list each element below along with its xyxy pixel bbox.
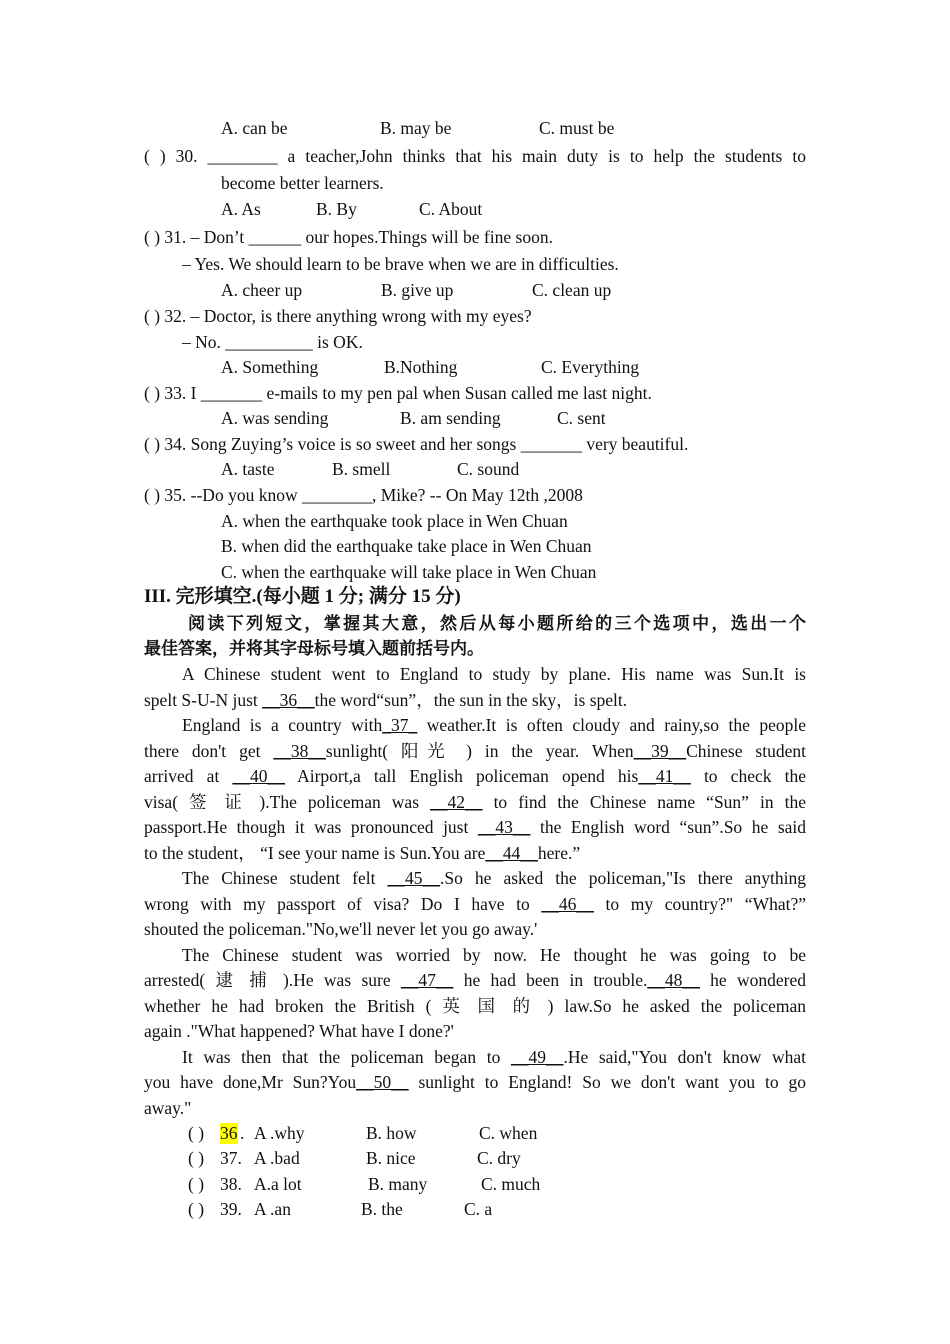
q30-stem-line2: become better learners. — [221, 173, 384, 193]
blank-49: __49__ — [510, 1047, 564, 1067]
blank-39: __39__ — [633, 741, 687, 761]
cloze-39-option-c: C. a — [464, 1199, 493, 1219]
cloze-37-option-b: B. nice — [366, 1148, 416, 1168]
passage-line: again ."What happened? What have I done?' — [144, 1021, 454, 1041]
passage-line: arrested( 逮 捕 ).He was sure __47__ he had been in trouble.__48__ he wondered — [144, 970, 806, 990]
q32-stem-line2: – No. __________ is OK. — [182, 332, 363, 352]
passage-line: The Chinese student felt __45__.So he asked the policeman,"Is there anything — [182, 868, 806, 888]
q34-option-b: B. smell — [332, 459, 391, 479]
blank-50: __50__ — [356, 1072, 409, 1092]
q33-option-a: A. was sending — [221, 408, 329, 428]
cloze-39-option-a: A .an — [254, 1199, 291, 1219]
blank-37: _37_ — [382, 715, 418, 735]
cloze-37-option-c: C. dry — [477, 1148, 521, 1168]
q33-stem: ( ) 33. I _______ e-mails to my pen pal when Susan called me last night. — [144, 383, 652, 403]
q31-stem-line2: – Yes. We should learn to be brave when we are in difficulties. — [182, 254, 619, 274]
q35-option-c: C. when the earthquake will take place in Wen Chuan — [221, 562, 597, 582]
blank-42: __42__ — [430, 792, 483, 812]
blank-44: __44__ — [485, 843, 538, 863]
cloze-36-option-b: B. how — [366, 1123, 417, 1143]
question-number-39: 39. — [220, 1199, 242, 1219]
passage-line: The Chinese student was worried by now. He thought he was going to be — [182, 945, 806, 965]
passage-line: England is a country with_37_ weather.It is often cloudy and rainy,so the people — [182, 715, 807, 735]
q29-option-a: A. can be — [221, 118, 288, 138]
passage-line: visa( 签 证 ).The policeman was __42__ to find the Chinese name “Sun” in the — [144, 792, 806, 812]
q33-option-c: C. sent — [557, 408, 606, 428]
cloze-38-option-a: A.a lot — [254, 1174, 302, 1194]
q32-stem-line1: ( ) 32. – Doctor, is there anything wrong with my eyes? — [144, 306, 532, 326]
q32-options — [221, 357, 821, 379]
q31-options — [221, 280, 821, 302]
q31-option-b: B. give up — [381, 280, 454, 300]
q33-options — [221, 408, 821, 430]
cloze-row-38: ( ) 38. A.a lot B. many C. much — [188, 1174, 541, 1194]
q33-option-b: B. am sending — [400, 408, 501, 428]
q34-option-a: A. taste — [221, 459, 275, 479]
q35-stem: ( ) 35. --Do you know ________, Mike? -- On May 12th ,2008 — [144, 485, 583, 505]
blank-38: __38__ — [273, 741, 326, 761]
blank-47: __47__ — [400, 970, 454, 990]
blank-40: __40__ — [232, 766, 285, 786]
blank-46: __46__ — [541, 894, 594, 914]
section-3-title: III. 完形填空.(每小题 1 分; 满分 15 分) — [144, 586, 461, 607]
passage-line: you have done,Mr Sun?You__50__ sunlight to England! So we don't want you to go — [144, 1072, 806, 1092]
q34-option-c: C. sound — [457, 459, 520, 479]
section-3-instruction-line2: 最佳答案，并将其字母标号填入题前括号内。 — [144, 639, 484, 658]
passage-line: to the student， “I see your name is Sun.You are__44__here.” — [144, 843, 581, 863]
blank-45: __45__ — [387, 868, 441, 888]
cloze-row-37: ( ) 37. A .bad B. nice C. dry — [188, 1148, 521, 1168]
q31-stem-line1: ( ) 31. – Don’t ______ our hopes.Things will be fine soon. — [144, 227, 553, 247]
cloze-36-option-a: A .why — [254, 1123, 305, 1143]
q30-option-c: C. About — [419, 199, 483, 219]
cloze-39-option-b: B. the — [361, 1199, 403, 1219]
section-3-instruction-line1: 阅读下列短文，掌握其大意，然后从每小题所给的三个选项中，选出一个 — [188, 614, 806, 633]
question-number-36: 36 — [220, 1123, 238, 1143]
q30-option-a: A. As — [221, 199, 261, 219]
cloze-38-option-b: B. many — [368, 1174, 428, 1194]
q34-stem: ( ) 34. Song Zuying’s voice is so sweet and her songs _______ very beautiful. — [144, 434, 689, 454]
passage-line: shouted the policeman."No,we'll never let you go away.' — [144, 919, 538, 939]
blank-36: __36__ — [262, 690, 315, 710]
passage-line: arrived at __40__ Airport,a tall English policeman opend his__41__ to check the — [144, 766, 806, 786]
q35-option-b: B. when did the earthquake take place in Wen Chuan — [221, 536, 592, 556]
cloze-37-option-a: A .bad — [254, 1148, 300, 1168]
q31-option-c: C. clean up — [532, 280, 612, 300]
passage-line: spelt S-U-N just __36__the word“sun”，the sun in the sky，is spelt. — [144, 690, 628, 710]
q32-option-b: B.Nothing — [384, 357, 458, 377]
q29-option-c: C. must be — [539, 118, 615, 138]
cloze-36-option-c: C. when — [479, 1123, 538, 1143]
blank-41: __41__ — [638, 766, 691, 786]
q29-option-b: B. may be — [380, 118, 452, 138]
cloze-row-36: ( ) 36 . A .why B. how C. when — [188, 1123, 538, 1143]
q29-options — [221, 118, 821, 140]
question-number-38: 38. — [220, 1174, 242, 1194]
passage-line: passport.He though it was pronounced just __43__ the English word “sun”.So he said — [144, 817, 807, 837]
q31-option-a: A. cheer up — [221, 280, 303, 300]
cloze-row-39: ( ) 39. A .an B. the C. a — [188, 1199, 493, 1219]
passage-line: wrong with my passport of visa? Do I have to __46__ to my country?" “What?” — [144, 894, 806, 914]
q30-option-b: B. By — [316, 199, 357, 219]
passage-line: It was then that the policeman began to __49__.He said,"You don't know what — [182, 1047, 806, 1067]
q32-option-c: C. Everything — [541, 357, 640, 377]
q35-option-a: A. when the earthquake took place in Wen Chuan — [221, 511, 568, 531]
passage-line: there don't get __38__sunlight( 阳光 ) in the year. When__39__Chinese student — [144, 741, 806, 761]
question-number-37: 37. — [220, 1148, 242, 1168]
blank-48: __48__ — [647, 970, 700, 990]
passage-line: away." — [144, 1098, 192, 1118]
passage-line: whether he had broken the British ( 英 国 的 ) law.So he asked the policeman — [144, 996, 806, 1016]
q34-options — [221, 459, 821, 481]
q30-options — [221, 199, 821, 221]
passage-line: A Chinese student went to England to study by plane. His name was Sun.It is — [182, 664, 806, 684]
blank-43: __43__ — [477, 817, 531, 837]
cloze-38-option-c: C. much — [481, 1174, 541, 1194]
q30-stem-line1: ( ) 30. ________ a teacher,John thinks that his main duty is to help the students to — [144, 146, 806, 166]
q32-option-a: A. Something — [221, 357, 319, 377]
